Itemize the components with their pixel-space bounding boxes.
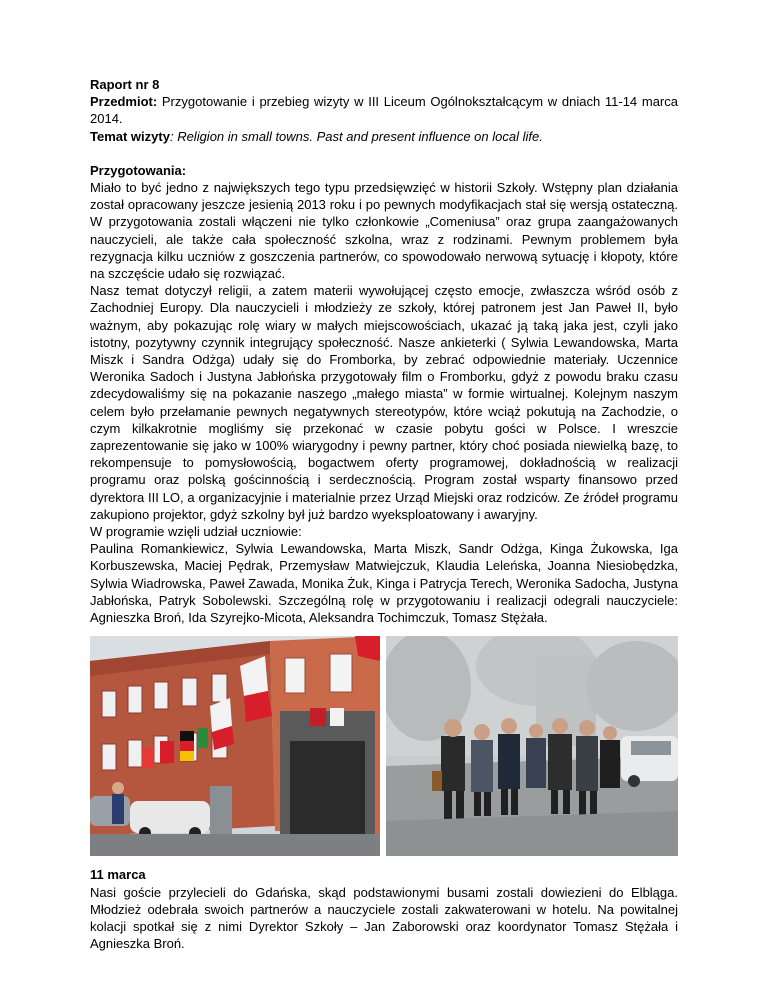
preparations-heading: Przygotowania: xyxy=(90,162,187,178)
subject-label: Przedmiot: xyxy=(90,94,158,110)
text-line: kolacji spotkał się z nimi Dyrektor Szkoły – Jan Zaborowski oraz koordynator Tomasz Stężała i xyxy=(90,918,678,934)
text-line: czym kilkakrotnie mogliśmy się przekonać w czasie pobytu gości w Polsce. I wreszcie xyxy=(90,420,678,436)
text-line: W przygotowania zostali włączeni nie tylko członkowie „Comeniusa” oraz grupa zaangażowanych xyxy=(90,214,678,230)
text-line: programu oraz polską gościnnością i serdecznością. Program został wsparty finansowo przed xyxy=(90,472,678,488)
day-11-march-heading: 11 marca xyxy=(90,867,146,883)
text-line: Sylwia Wiadrowska, Paweł Zawada, Monika Żuk, Kinga i Patrycja Terech, Weronika Sadocha, Justyna xyxy=(90,575,678,591)
text-line: Nasz temat dotyczył religii, a zatem materii wywołującej często emocje, zwłaszcza wśród osób z xyxy=(90,283,678,299)
text-line: na szczęście udało się rozwiązać. xyxy=(90,266,286,282)
text-line: został opracowany jeszcze jesienią 2013 roku i po pewnych modyfikacjach stał się wersją ostateczną. xyxy=(90,197,678,213)
day-11-march-section xyxy=(90,866,678,952)
group-walking-photo xyxy=(386,636,678,856)
text-line: Nasi goście przylecieli do Gdańska, skąd podstawionymi busami zostali dowiezieni do Elbląga. xyxy=(90,884,678,900)
text-line: Zachodniej Europy. Dla nauczycieli i młodzieży ze szkoły, której patronem jest Jan Paweł II, było xyxy=(90,300,678,316)
text-line: Agnieszka Broń. xyxy=(90,936,185,952)
text-line: Weronika Sadoch i Justyna Jabłońska przygotowały film o Fromborku, gdyż z powodu braku czasu xyxy=(90,369,678,385)
text-line: W programie wzięli udział uczniowie: xyxy=(90,524,302,540)
report-header xyxy=(90,76,678,145)
preparations-body xyxy=(90,179,678,626)
text-line: Miało to być jedno z największych tego typu przedsięwzięć w historii Szkoły. Wstępny plan działania xyxy=(90,180,678,196)
day-11-march-body xyxy=(90,884,678,953)
school-building-photo xyxy=(90,636,380,856)
topic-label: Temat wizyty xyxy=(90,128,170,144)
text-line: Korbuszewska, Maciej Pędrak, Przemysław Matwiejczuk, Klaudia Leleńska, Joanna Niesiobędzka, xyxy=(90,558,678,574)
text-line: rezygnacja kilku uczniów z goszczenia partnerów, co spowodowało nerwową sytuację i kłopoty, które xyxy=(90,248,678,264)
text-line: istotny, pozytywny czynnik integrujący społeczność. Nasze ankieterki ( Sylwia Lewandowska, Marta xyxy=(90,334,678,350)
subject-text: Przygotowanie i przebieg wizyty w III Liceum Ogólnokształcącym w dniach 11-14 marca 2014. xyxy=(90,94,678,127)
preparations-section xyxy=(90,162,678,626)
text-line: dyrektora III LO, a organizacyjnie i materialnie przez Urząd Miejski oraz rodziców. Ze źródeł programu xyxy=(90,489,678,505)
text-line: Jabłońska, Patryk Sobolewski. Szczególną rolę w przygotowaniu i realizacji odegrali nauczyciele: xyxy=(90,592,678,608)
report-title: Raport nr 8 xyxy=(90,77,160,92)
text-line: celem było przełamanie pewnych negatywnych stereotypów, które wciąż pokutują na Zachodzie, o xyxy=(90,403,678,419)
text-line: zaprezentowanie się jako w 100% wiarygodny i pewny partner, który choć posiada niewielką bazę, to xyxy=(90,438,678,454)
text-line: zakupiono projektor, gdyż szkolny był już bardzo wyeksploatowany i awaryjny. xyxy=(90,506,538,522)
topic-text: Religion in small towns. Past and present influence on local life. xyxy=(177,128,543,144)
topic-line: Temat wizyty: Religion in small towns. Past and present influence on local life. xyxy=(90,128,543,144)
photo-row xyxy=(90,636,678,856)
subject-line xyxy=(90,93,678,127)
text-line: Paulina Romankiewicz, Sylwia Lewandowska, Marta Miszk, Sandr Odżga, Kinga Żukowska, Iga xyxy=(90,541,678,557)
text-line: rekompensuje to pomysłowością, bogactwem oferty programowej, dokładnością w realizacji xyxy=(90,455,678,471)
text-line: Agnieszka Broń, Ida Szyrejko-Micota, Aleksandra Tochimczuk, Tomasz Stężała. xyxy=(90,610,548,626)
text-line: zdecydowaliśmy się na pokazanie naszego „małego miasta” w formie wirtualnej. Kolejnym naszym xyxy=(90,386,678,402)
document-page xyxy=(90,76,678,952)
text-line: Młodzież odebrała swoich partnerów a nauczyciele zostali zakwaterowani w hotelu. Na powitalnej xyxy=(90,901,678,917)
text-line: nauczycieli, ale także cała społeczność szkolna, wraz z rodzinami. Pewnym problemem była xyxy=(90,231,678,247)
text-line: Miszk i Sandra Odżga) udały się do Fromborka, by zebrać odpowiednie materiały. Uczennice xyxy=(90,352,678,368)
text-line: ważnym, aby pokazując rolę wiary w małych miejscowościach, ukazać ją taką jaka jest, czyli jako xyxy=(90,317,678,333)
